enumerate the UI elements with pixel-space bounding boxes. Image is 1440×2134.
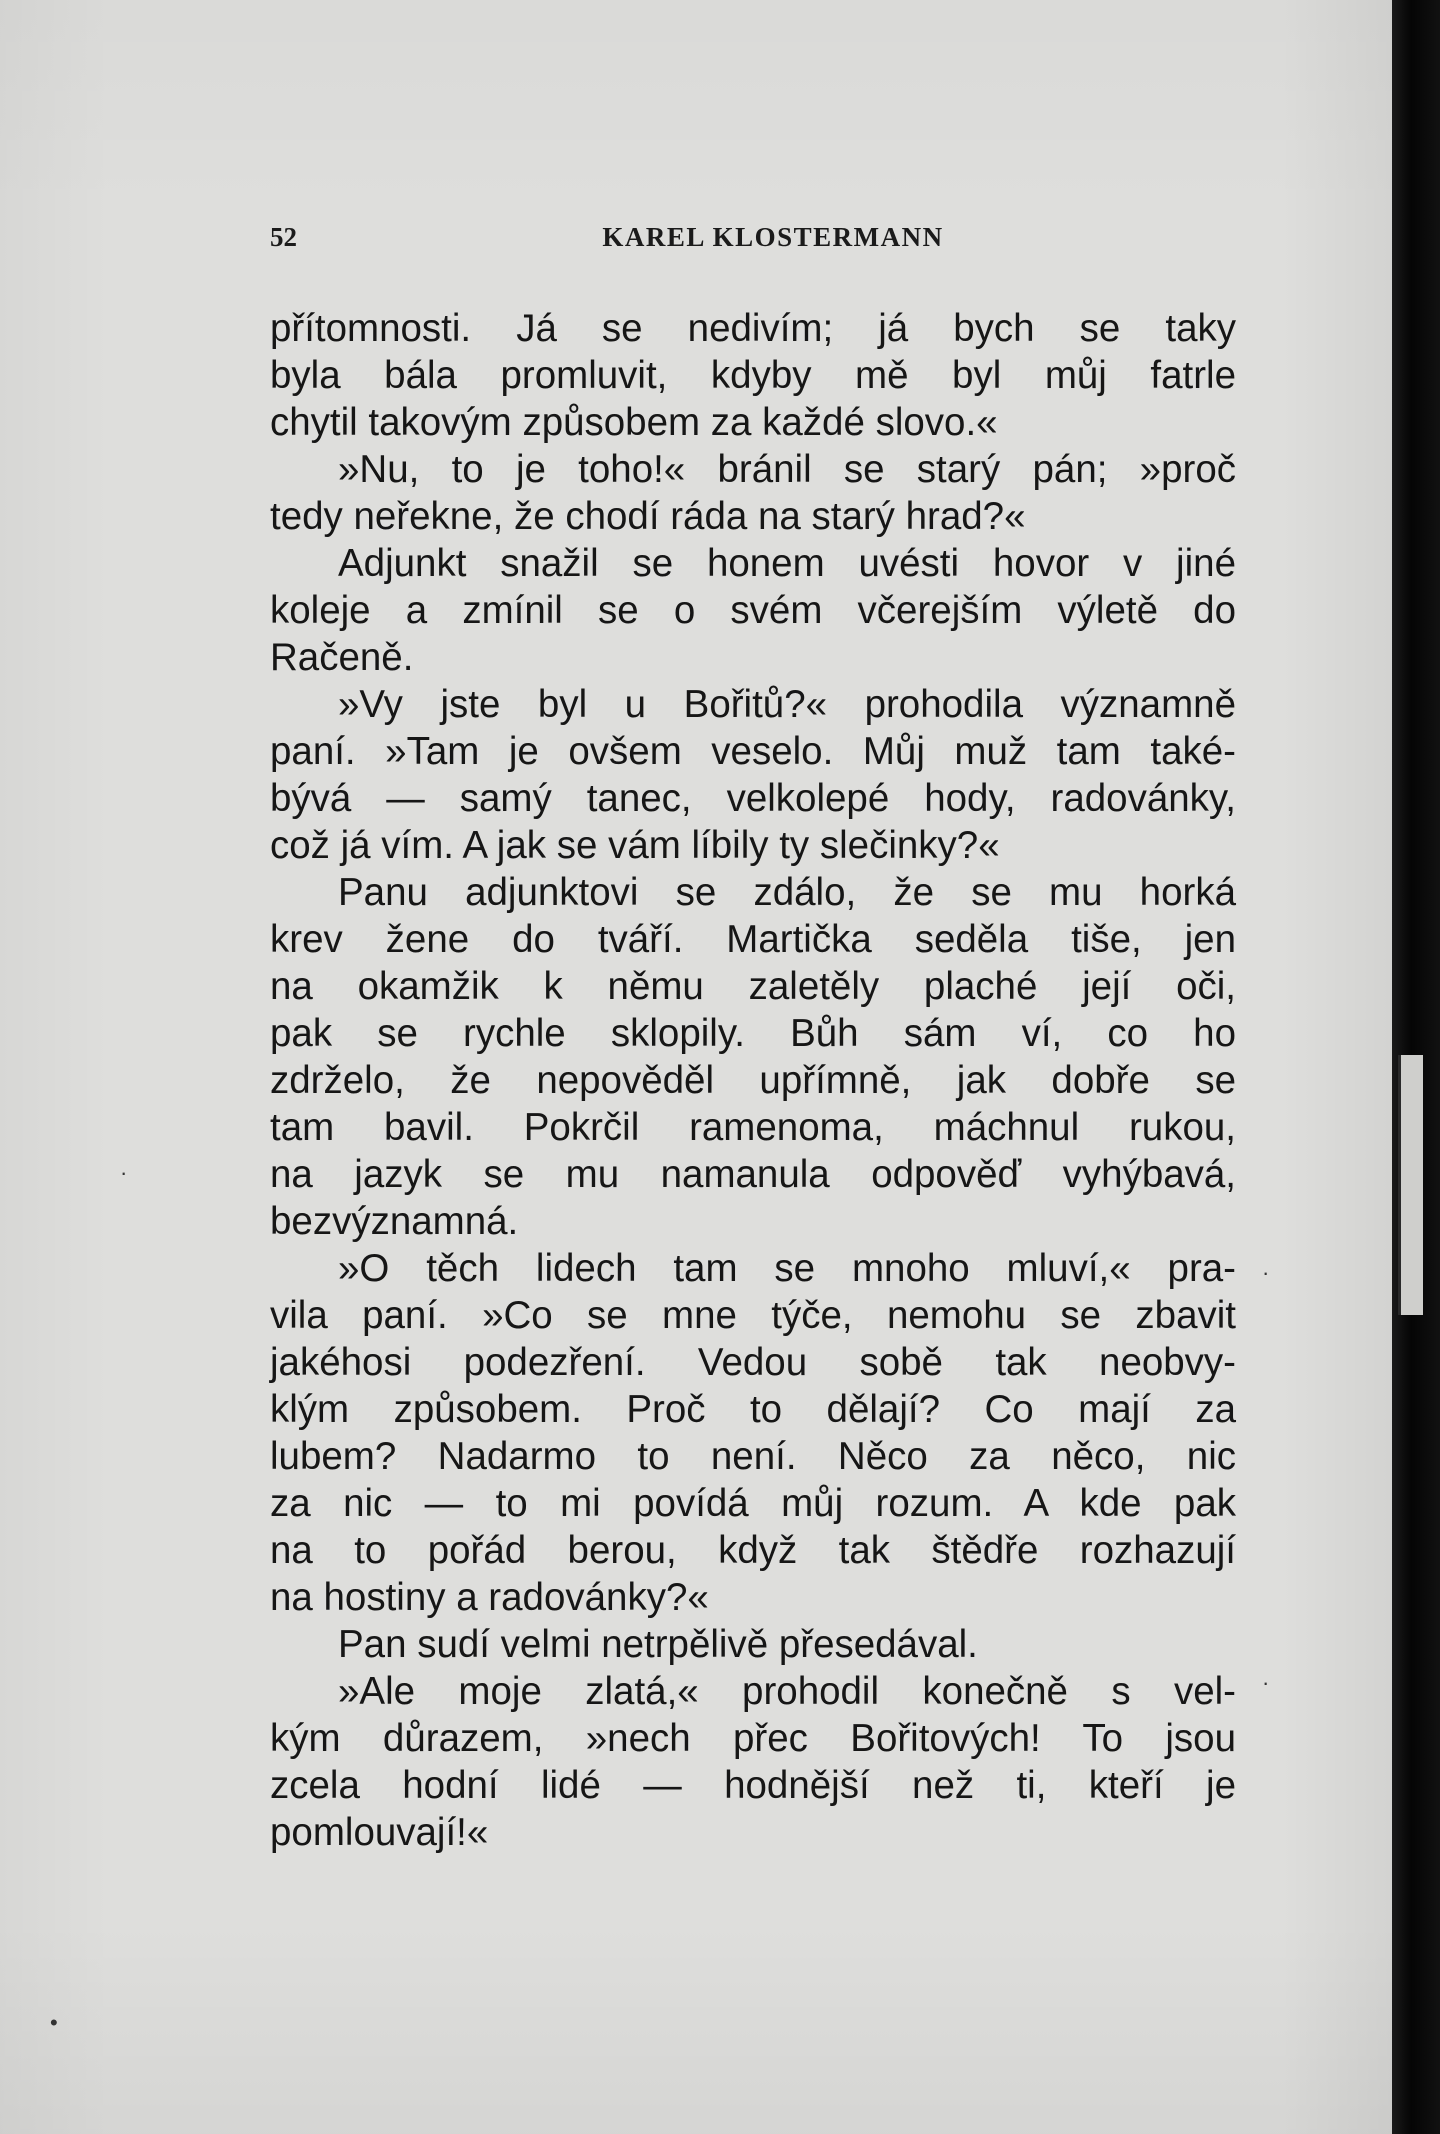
margin-speck: · [1262,1670,1270,1695]
text-line: přítomnosti. Já se nedivím; já bych se taky [270,307,1236,350]
text-line: pomlouvají!« [270,1811,489,1854]
text-line: Račeně. [270,636,414,679]
text-line: lubem? Nadarmo to není. Něco za něco, nic [270,1435,1236,1478]
text-line: klým způsobem. Proč to dělají? Co mají za [270,1388,1236,1431]
text-line: »Nu, to je toho!« bránil se starý pán; »proč [338,448,1236,491]
text-line: jakéhosi podezření. Vedou sobě tak neobvy- [270,1341,1236,1384]
text-line: »Vy jste byl u Bořitů?« prohodila významně [338,683,1236,726]
text-line: kým důrazem, »nech přec Bořitových! To jsou [270,1717,1236,1760]
text-line: krev žene do tváří. Martička seděla tiše, jen [270,918,1236,961]
page-header [270,222,1276,262]
text-line: pak se rychle sklopily. Bůh sám ví, co ho [270,1012,1236,1055]
text-line: za nic — to mi povídá můj rozum. A kde pak [270,1482,1236,1525]
text-line: Adjunkt snažil se honem uvésti hovor v jiné [338,542,1236,585]
text-line: což já vím. A jak se vám líbily ty slečinky?« [270,824,1000,867]
text-line: zcela hodní lidé — hodnější než ti, kteří je [270,1764,1236,1807]
margin-speck: • [50,2010,58,2035]
text-line: »Ale moje zlatá,« prohodil konečně s vel- [338,1670,1236,1713]
text-line: zdrželo, že nepověděl upřímně, jak dobře se [270,1059,1236,1102]
text-line: tam bavil. Pokrčil ramenoma, máchnul rukou, [270,1106,1236,1149]
text-line: tedy neřekne, že chodí ráda na starý hrad?« [270,495,1026,538]
page-edge-tab [1398,1055,1423,1315]
text-line: Pan sudí velmi netrpělivě přesedával. [338,1623,978,1666]
text-line: byla bála promluvit, kdyby mě byl můj fatrle [270,354,1236,397]
text-line: chytil takovým způsobem za každé slovo.« [270,401,998,444]
margin-speck: · [1262,1260,1270,1285]
text-line: na okamžik k němu zaletěly plaché její oči, [270,965,1236,1008]
margin-speck: · [120,1160,128,1185]
text-line: bezvýznamná. [270,1200,519,1243]
text-line: na to pořád berou, když tak štědře rozhazují [270,1529,1236,1572]
text-line: »O těch lidech tam se mnoho mluví,« pra- [338,1247,1236,1290]
text-line: vila paní. »Co se mne týče, nemohu se zbavit [270,1294,1236,1337]
text-line: na jazyk se mu namanula odpověď vyhýbavá, [270,1153,1236,1196]
body-text [270,305,1236,1856]
text-line: bývá — samý tanec, velkolepé hody, radovánky, [270,777,1236,820]
text-line: Panu adjunktovi se zdálo, že se mu horká [338,871,1236,914]
text-line: koleje a zmínil se o svém včerejším výletě do [270,589,1236,632]
page-number: 52 [270,222,297,252]
text-line: paní. »Tam je ovšem veselo. Můj muž tam také- [270,730,1236,773]
running-head: KAREL KLOSTERMANN [602,222,944,252]
text-line: na hostiny a radovánky?« [270,1576,709,1619]
